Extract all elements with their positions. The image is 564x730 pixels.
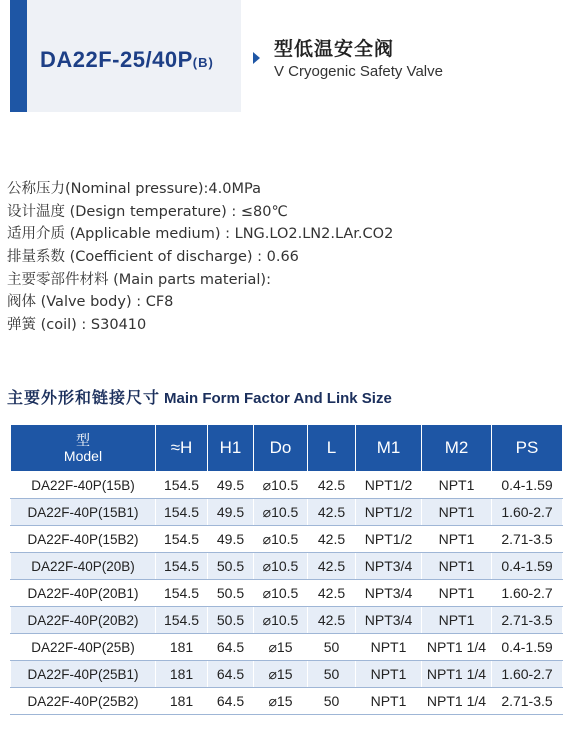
cell-ps: 0.4-1.59 <box>492 553 563 580</box>
cell-do: ⌀15 <box>254 634 308 661</box>
cell-do: ⌀10.5 <box>254 580 308 607</box>
cell-m1: NPT1 <box>356 688 422 715</box>
cell-h: 154.5 <box>156 553 208 580</box>
cell-h1: 50.5 <box>208 553 254 580</box>
dimension-table <box>10 424 563 715</box>
cell-m1: NPT1 <box>356 661 422 688</box>
cell-h1: 50.5 <box>208 607 254 634</box>
cell-m1: NPT1/2 <box>356 499 422 526</box>
table-header-row <box>11 425 563 472</box>
spec-list <box>7 178 557 337</box>
cell-m1: NPT1/2 <box>356 472 422 499</box>
cell-l: 42.5 <box>308 499 356 526</box>
table-row <box>11 499 563 526</box>
model-code <box>40 47 214 73</box>
cell-m1: NPT1/2 <box>356 526 422 553</box>
cell-h1: 49.5 <box>208 526 254 553</box>
cell-model: DA22F-40P(20B) <box>11 553 156 580</box>
cell-ps: 1.60-2.7 <box>492 580 563 607</box>
cell-ps: 0.4-1.59 <box>492 634 563 661</box>
cell-h: 154.5 <box>156 607 208 634</box>
spec-valve-body: 阀体 (Valve body) : CF8 <box>7 294 174 311</box>
cell-model: DA22F-40P(25B) <box>11 634 156 661</box>
table-row <box>11 472 563 499</box>
column-header-model <box>11 425 156 472</box>
cell-l: 42.5 <box>308 526 356 553</box>
cell-do: ⌀10.5 <box>254 526 308 553</box>
cell-model: DA22F-40P(15B2) <box>11 526 156 553</box>
section-title-en: Main Form Factor And Link Size <box>164 390 392 407</box>
arrow-right-icon <box>253 52 260 64</box>
cell-h1: 49.5 <box>208 499 254 526</box>
cell-h: 154.5 <box>156 499 208 526</box>
table-row <box>11 526 563 553</box>
cell-h1: 64.5 <box>208 634 254 661</box>
cell-ps: 2.71-3.5 <box>492 526 563 553</box>
cell-model: DA22F-40P(20B1) <box>11 580 156 607</box>
cell-model: DA22F-40P(15B) <box>11 472 156 499</box>
cell-ps: 2.71-3.5 <box>492 607 563 634</box>
product-title-cn: 型低温安全阀 <box>274 38 395 60</box>
cell-m1: NPT1 <box>356 634 422 661</box>
column-header-h: ≈H <box>156 425 208 472</box>
cell-m2: NPT1 <box>422 499 492 526</box>
column-header-model-cn: 型 <box>76 432 90 448</box>
column-header-h1: H1 <box>208 425 254 472</box>
table-body <box>11 472 563 715</box>
cell-m1: NPT3/4 <box>356 553 422 580</box>
cell-h1: 64.5 <box>208 661 254 688</box>
cell-m1: NPT3/4 <box>356 580 422 607</box>
product-header <box>0 0 564 114</box>
header-accent-bar <box>10 0 27 112</box>
model-code-suffix: (B) <box>192 55 214 70</box>
product-title-en: V Cryogenic Safety Valve <box>274 63 443 80</box>
cell-m2: NPT1 <box>422 553 492 580</box>
cell-h1: 50.5 <box>208 580 254 607</box>
cell-m2: NPT1 1/4 <box>422 688 492 715</box>
cell-l: 50 <box>308 634 356 661</box>
cell-model: DA22F-40P(20B2) <box>11 607 156 634</box>
cell-l: 50 <box>308 661 356 688</box>
cell-ps: 1.60-2.7 <box>492 499 563 526</box>
cell-h: 154.5 <box>156 580 208 607</box>
column-header-ps: PS <box>492 425 563 472</box>
cell-l: 42.5 <box>308 607 356 634</box>
cell-do: ⌀10.5 <box>254 553 308 580</box>
section-title <box>7 385 392 408</box>
column-header-m1: M1 <box>356 425 422 472</box>
spec-applicable-medium: 适用介质 (Applicable medium) : LNG.LO2.LN2.LAr.CO2 <box>7 226 394 243</box>
cell-do: ⌀10.5 <box>254 607 308 634</box>
cell-h: 181 <box>156 661 208 688</box>
table-row <box>11 580 563 607</box>
cell-ps: 0.4-1.59 <box>492 472 563 499</box>
cell-ps: 1.60-2.7 <box>492 661 563 688</box>
cell-h1: 64.5 <box>208 688 254 715</box>
spec-design-temperature: 设计温度 (Design temperature) : ≤80℃ <box>7 203 288 220</box>
column-header-l: L <box>308 425 356 472</box>
column-header-m2: M2 <box>422 425 492 472</box>
table-row <box>11 661 563 688</box>
spec-coil: 弹簧 (coil) : S30410 <box>7 317 147 334</box>
cell-h: 154.5 <box>156 526 208 553</box>
cell-m2: NPT1 <box>422 607 492 634</box>
column-header-do: Do <box>254 425 308 472</box>
cell-m2: NPT1 1/4 <box>422 661 492 688</box>
cell-model: DA22F-40P(25B2) <box>11 688 156 715</box>
cell-m2: NPT1 <box>422 472 492 499</box>
table-row <box>11 607 563 634</box>
cell-model: DA22F-40P(15B1) <box>11 499 156 526</box>
cell-h: 181 <box>156 688 208 715</box>
cell-do: ⌀15 <box>254 688 308 715</box>
table-row <box>11 688 563 715</box>
cell-h1: 49.5 <box>208 472 254 499</box>
cell-h: 154.5 <box>156 472 208 499</box>
cell-l: 42.5 <box>308 553 356 580</box>
table-row <box>11 634 563 661</box>
model-code-main: DA22F-25/40P <box>40 47 193 72</box>
spec-nominal-pressure: 公称压力(Nominal pressure):4.0MPa <box>7 181 261 197</box>
spec-main-parts-material: 主要零部件材料 (Main parts material): <box>7 271 271 288</box>
spec-discharge-coefficient: 排量系数 (Coefficient of discharge) : 0.66 <box>7 249 299 266</box>
cell-m2: NPT1 <box>422 580 492 607</box>
cell-do: ⌀10.5 <box>254 472 308 499</box>
cell-l: 42.5 <box>308 580 356 607</box>
section-title-cn: 主要外形和链接尺寸 <box>7 388 161 407</box>
cell-l: 42.5 <box>308 472 356 499</box>
cell-do: ⌀10.5 <box>254 499 308 526</box>
cell-ps: 2.71-3.5 <box>492 688 563 715</box>
cell-h: 181 <box>156 634 208 661</box>
cell-l: 50 <box>308 688 356 715</box>
cell-m1: NPT3/4 <box>356 607 422 634</box>
table-row <box>11 553 563 580</box>
column-header-model-en: Model <box>63 448 103 464</box>
cell-m2: NPT1 1/4 <box>422 634 492 661</box>
cell-m2: NPT1 <box>422 526 492 553</box>
cell-model: DA22F-40P(25B1) <box>11 661 156 688</box>
cell-do: ⌀15 <box>254 661 308 688</box>
